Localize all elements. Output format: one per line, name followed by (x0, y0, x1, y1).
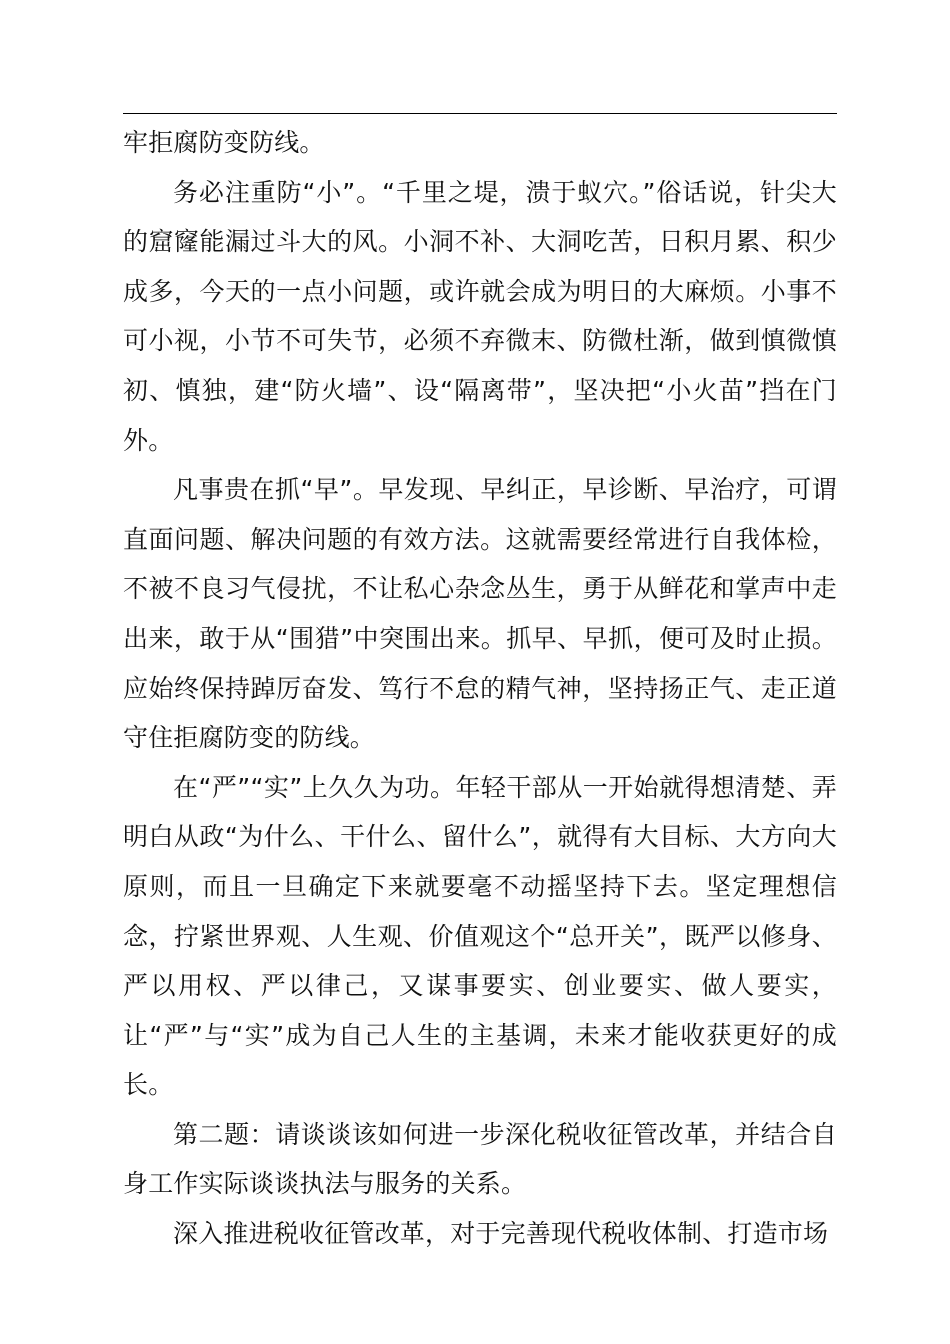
paragraph-question-two: 第二题：请谈谈该如何进一步深化税收征管改革，并结合自身工作实际谈谈执法与服务的关系。 (123, 1119, 837, 1199)
document-body (123, 118, 837, 1259)
paragraph-strict-practical: 在“严”“实”上久久为功。年轻干部从一开始就得想清楚、弄明白从政“为什么、干什么、留什么”，就得有大目标、大方向大原则，而且一旦确定下来就要毫不动摇坚持下去。坚定理想信念，拧紧世界观、人生观、价值观这个“总开关”，既严以修身、严以用权、严以律己，又谋事要实、创业要实、做人要实，让“严”与“实”成为自己人生的主基调，未来才能收获更好的成长。 (123, 772, 837, 1100)
paragraph-guard-small: 务必注重防“小”。“千里之堤，溃于蚁穴。”俗话说，针尖大的窟窿能漏过斗大的风。小洞不补、大洞吃苦，日积月累、积少成多，今天的一点小问题，或许就会成为明日的大麻烦。小事不可小视，小节不可失节，必须不弃微末、防微杜渐，做到慎微慎初、慎独，建“防火墙”、设“隔离带”，坚决把“小火苗”挡在门外。 (123, 177, 837, 455)
header-rule (123, 113, 837, 114)
paragraph-continuation: 牢拒腐防变防线。 (123, 128, 325, 157)
paragraph-answer-start: 深入推进税收征管改革，对于完善现代税收体制、打造市场 (173, 1219, 829, 1249)
paragraph-act-early: 凡事贵在抓“早”。早发现、早纠正，早诊断、早治疗，可谓直面问题、解决问题的有效方法。这就需要经常进行自我体检，不被不良习气侵扰，不让私心杂念丛生，勇于从鲜花和掌声中走出来，敢于从“围猎”中突围出来。抓早、早抓，便可及时止损。应始终保持踔厉奋发、笃行不怠的精气神，坚持扬正气、走正道守住拒腐防变的防线。 (123, 475, 837, 753)
